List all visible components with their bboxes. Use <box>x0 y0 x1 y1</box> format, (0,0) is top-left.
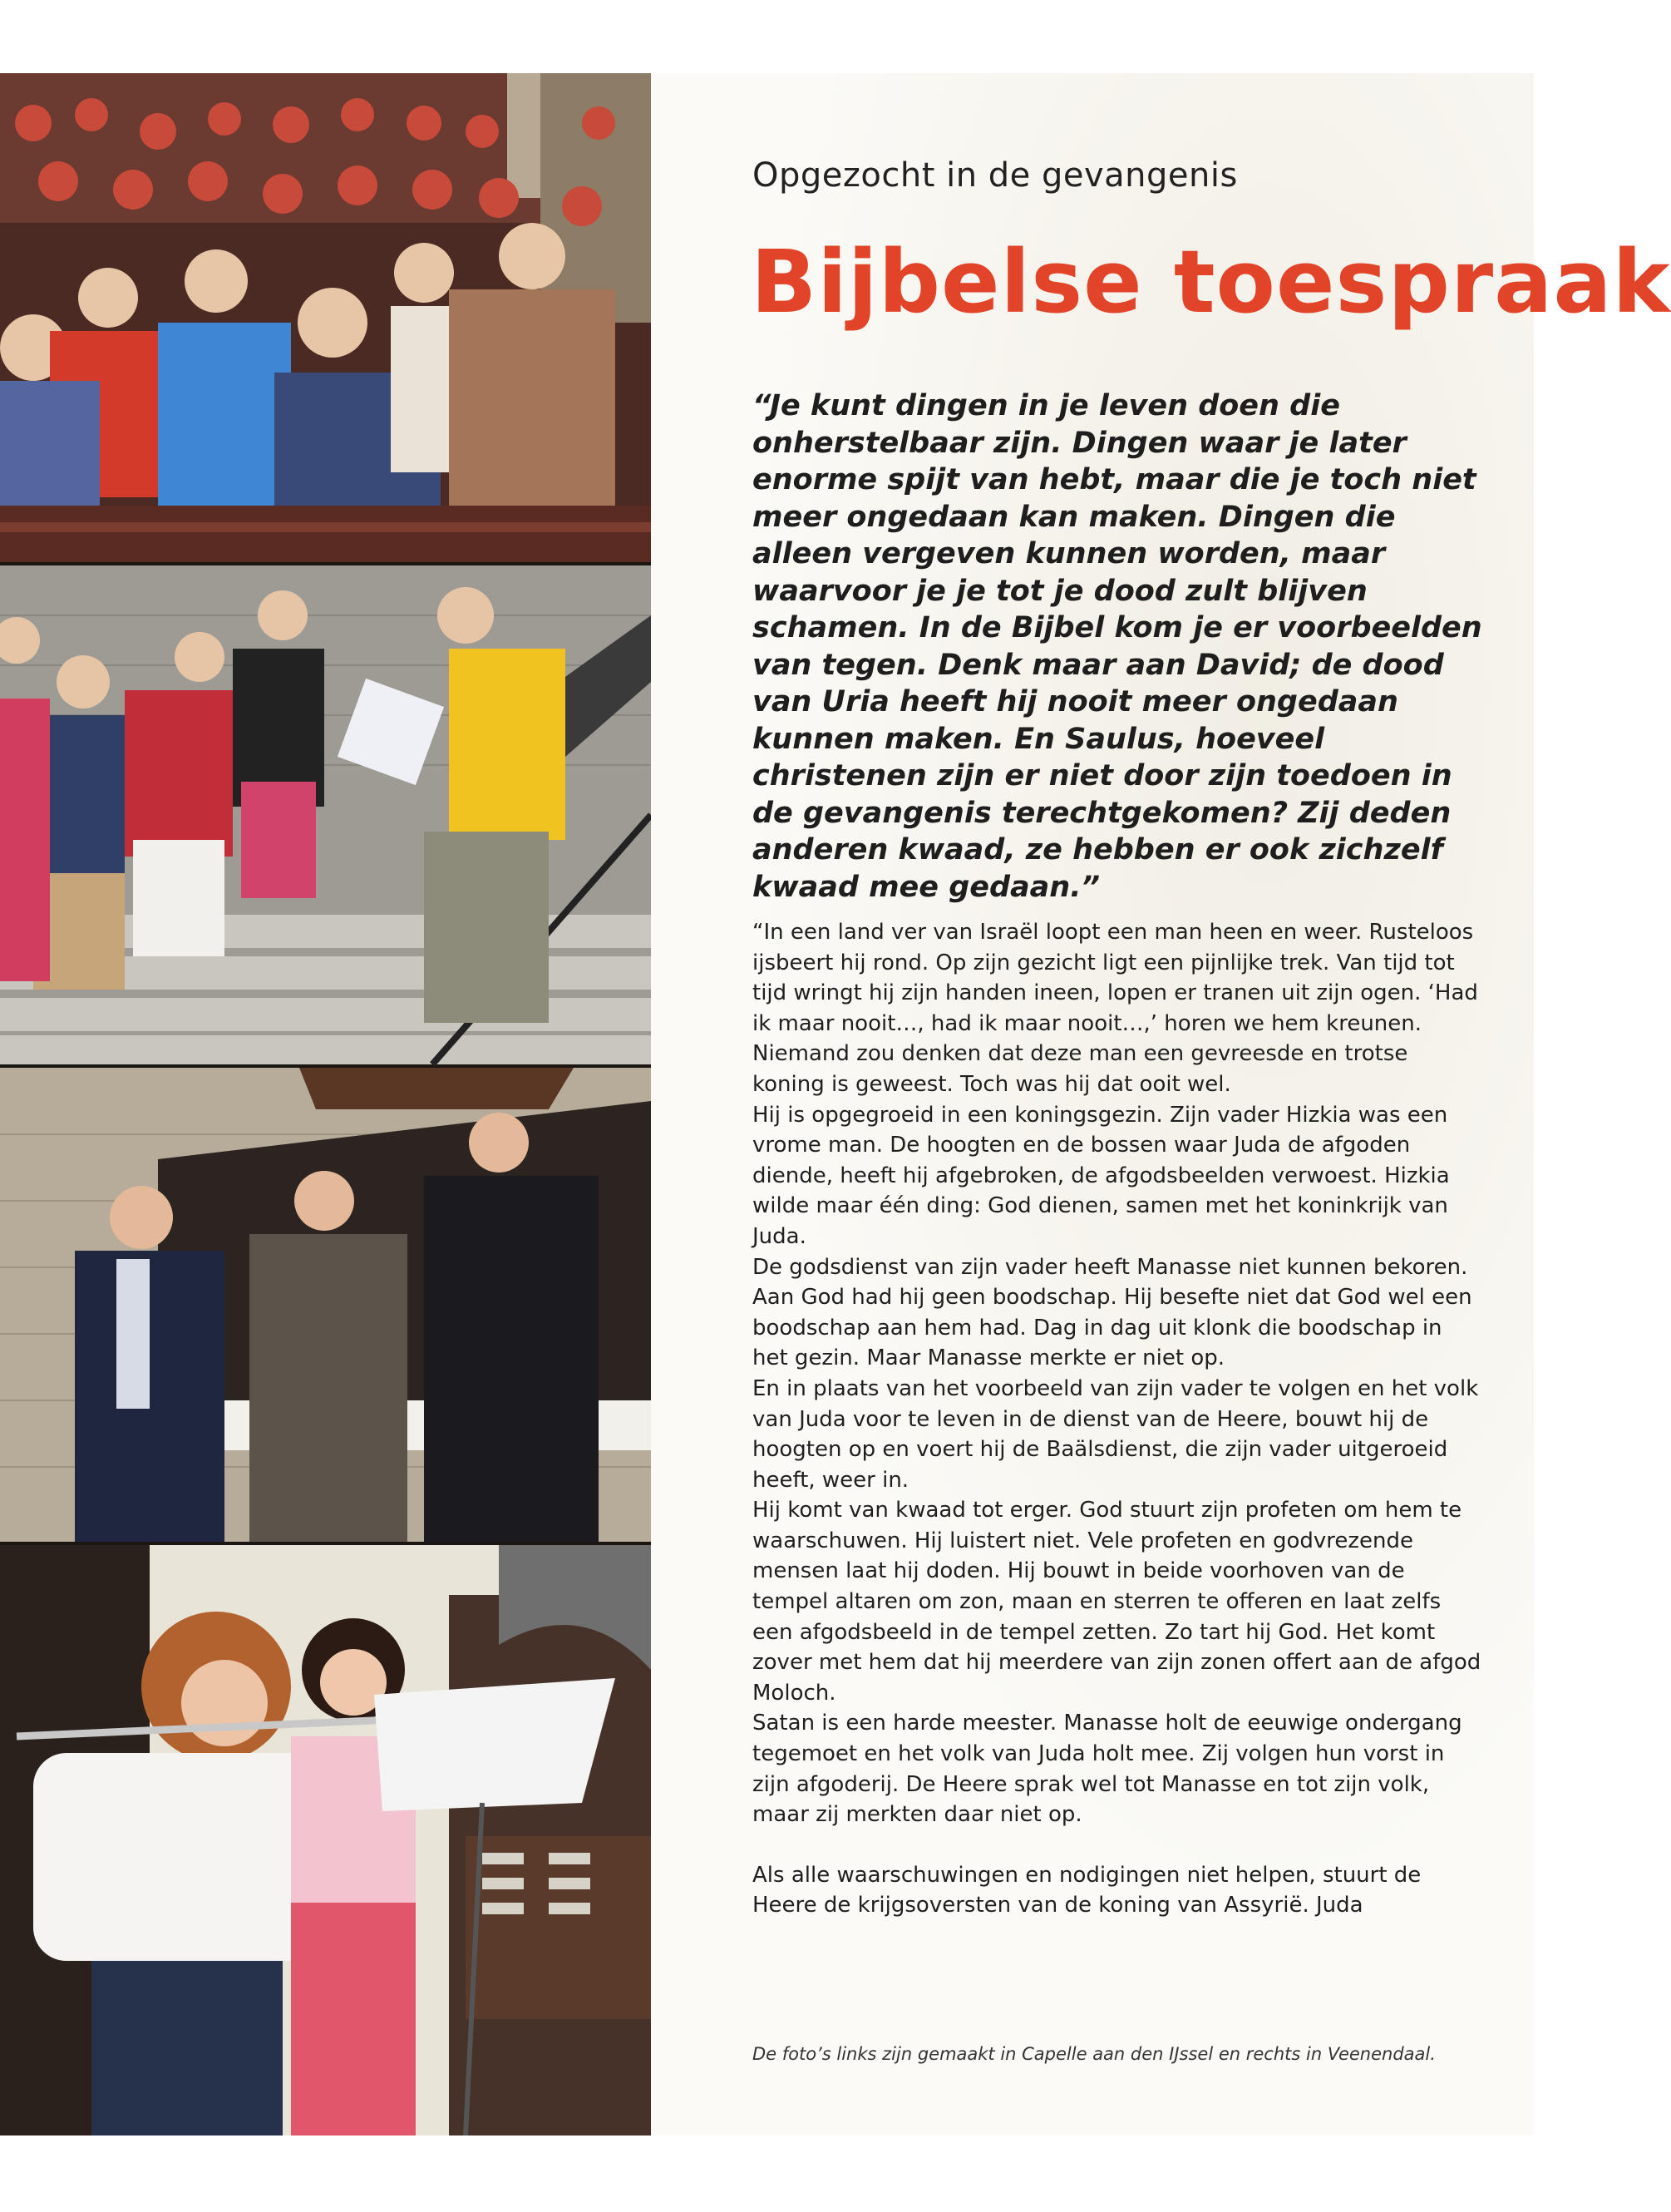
body-paragraph: Hij komt van kwaad tot erger. God stuurt zijn profeten om hem te waarschuwen. Hij luistert niet. Vele profeten en godvrezende mensen laat hij doden. Hij bouwt in beide voorhoven van de tempel altaren om zon, maan en sterren te offeren en laat zelfs een afgodsbeeld in de tempel zetten. Zo tart hij God. Het komt zover met hem dat hij meerdere van zijn zonen offert aan de afgod Moloch. <box>752 1498 1481 1706</box>
article-column <box>651 73 1671 2135</box>
magazine-page <box>0 73 1671 2135</box>
body-paragraph: Satan is een harde meester. Manasse holt de eeuwige ondergang tegemoet en het volk van Juda holt mee. Zij volgen hun vorst in zijn afgoderij. De Heere sprak wel tot Manasse en tot zijn volk, maar zij merkten daar niet op. <box>752 1711 1462 1828</box>
body-paragraph: “In een land ver van Israël loopt een man heen en weer. Rusteloos ijsbeert hij rond. Op zijn gezicht ligt een pijnlijke trek. Van tijd tot tijd wringt hij zijn handen ineen, lopen er tranen uit zijn ogen. ‘Had ik maar nooit…, had ik maar nooit…,’ horen we hem kreunen. Niemand zou denken dat deze man een gevreesde en trotse koning is geweest. Toch was hij dat ooit wel. <box>752 920 1478 1097</box>
article-lead-quote: “Je kunt dingen in je leven doen die onherstelbaar zijn. Dingen waar je later enorme spijt van hebt, maar die je toch niet meer ongedaan kan maken. Dingen die alleen vergeven kunnen worden, maar waarvoor je je tot je dood zult blijven schamen. In de Bijbel kom je er voorbeelden van tegen. Denk maar aan David; de dood van Uria heeft hij nooit meer ongedaan kunnen maken. En Saulus, hoeveel christenen zijn er niet door zijn toedoen in de gevangenis terechtgekomen? Zij deden anderen kwaad, ze hebben er ook zichzelf kwaad mee gedaan.” <box>752 389 1482 904</box>
body-paragraph: En in plaats van het voorbeeld van zijn vader te volgen en het volk van Juda voor te leven in de dienst van de Heere, bouwt hij de hoogten op en voert hij de Baälsdienst, die zijn vader uitgeroeid heeft, weer in. <box>752 1375 1479 1493</box>
photo-children-on-stairs <box>0 565 651 1064</box>
article-kicker: Opgezocht in de gevangenis <box>752 156 1238 195</box>
body-paragraph: Als alle waarschuwingen en nodigingen niet helpen, stuurt de Heere de krijgsoversten van de koning van Assyrië. Juda <box>752 1862 1422 1918</box>
article-body <box>752 917 1484 1921</box>
photo-three-men-speaking <box>0 1068 651 1542</box>
photo-audience-seated <box>0 73 651 562</box>
body-paragraph: Hij is opgegroeid in een koningsgezin. Zijn vader Hizkia was een vrome man. De hoogten en de bossen waar Juda de afgoden diende, heeft hij afgebroken, de afgodsbeelden verwoest. Hizkia wilde maar één ding: God dienen, samen met het koninkrijk van Juda. <box>752 1102 1450 1249</box>
article-headline: Bijbelse toespraak <box>751 231 1671 333</box>
photo-caption: De foto’s links zijn gemaakt in Capelle aan den IJssel en rechts in Veenendaal. <box>752 2044 1436 2064</box>
photo-column <box>0 73 651 2135</box>
photo-flute-players <box>0 1545 651 2135</box>
body-paragraph: De godsdienst van zijn vader heeft Manasse niet kunnen bekoren. Aan God had hij geen boodschap. Hij besefte niet dat God wel een boodschap aan hem had. Dag in dag uit klonk die boodschap in het gezin. Maar Manasse merkte er niet op. <box>752 1254 1472 1371</box>
